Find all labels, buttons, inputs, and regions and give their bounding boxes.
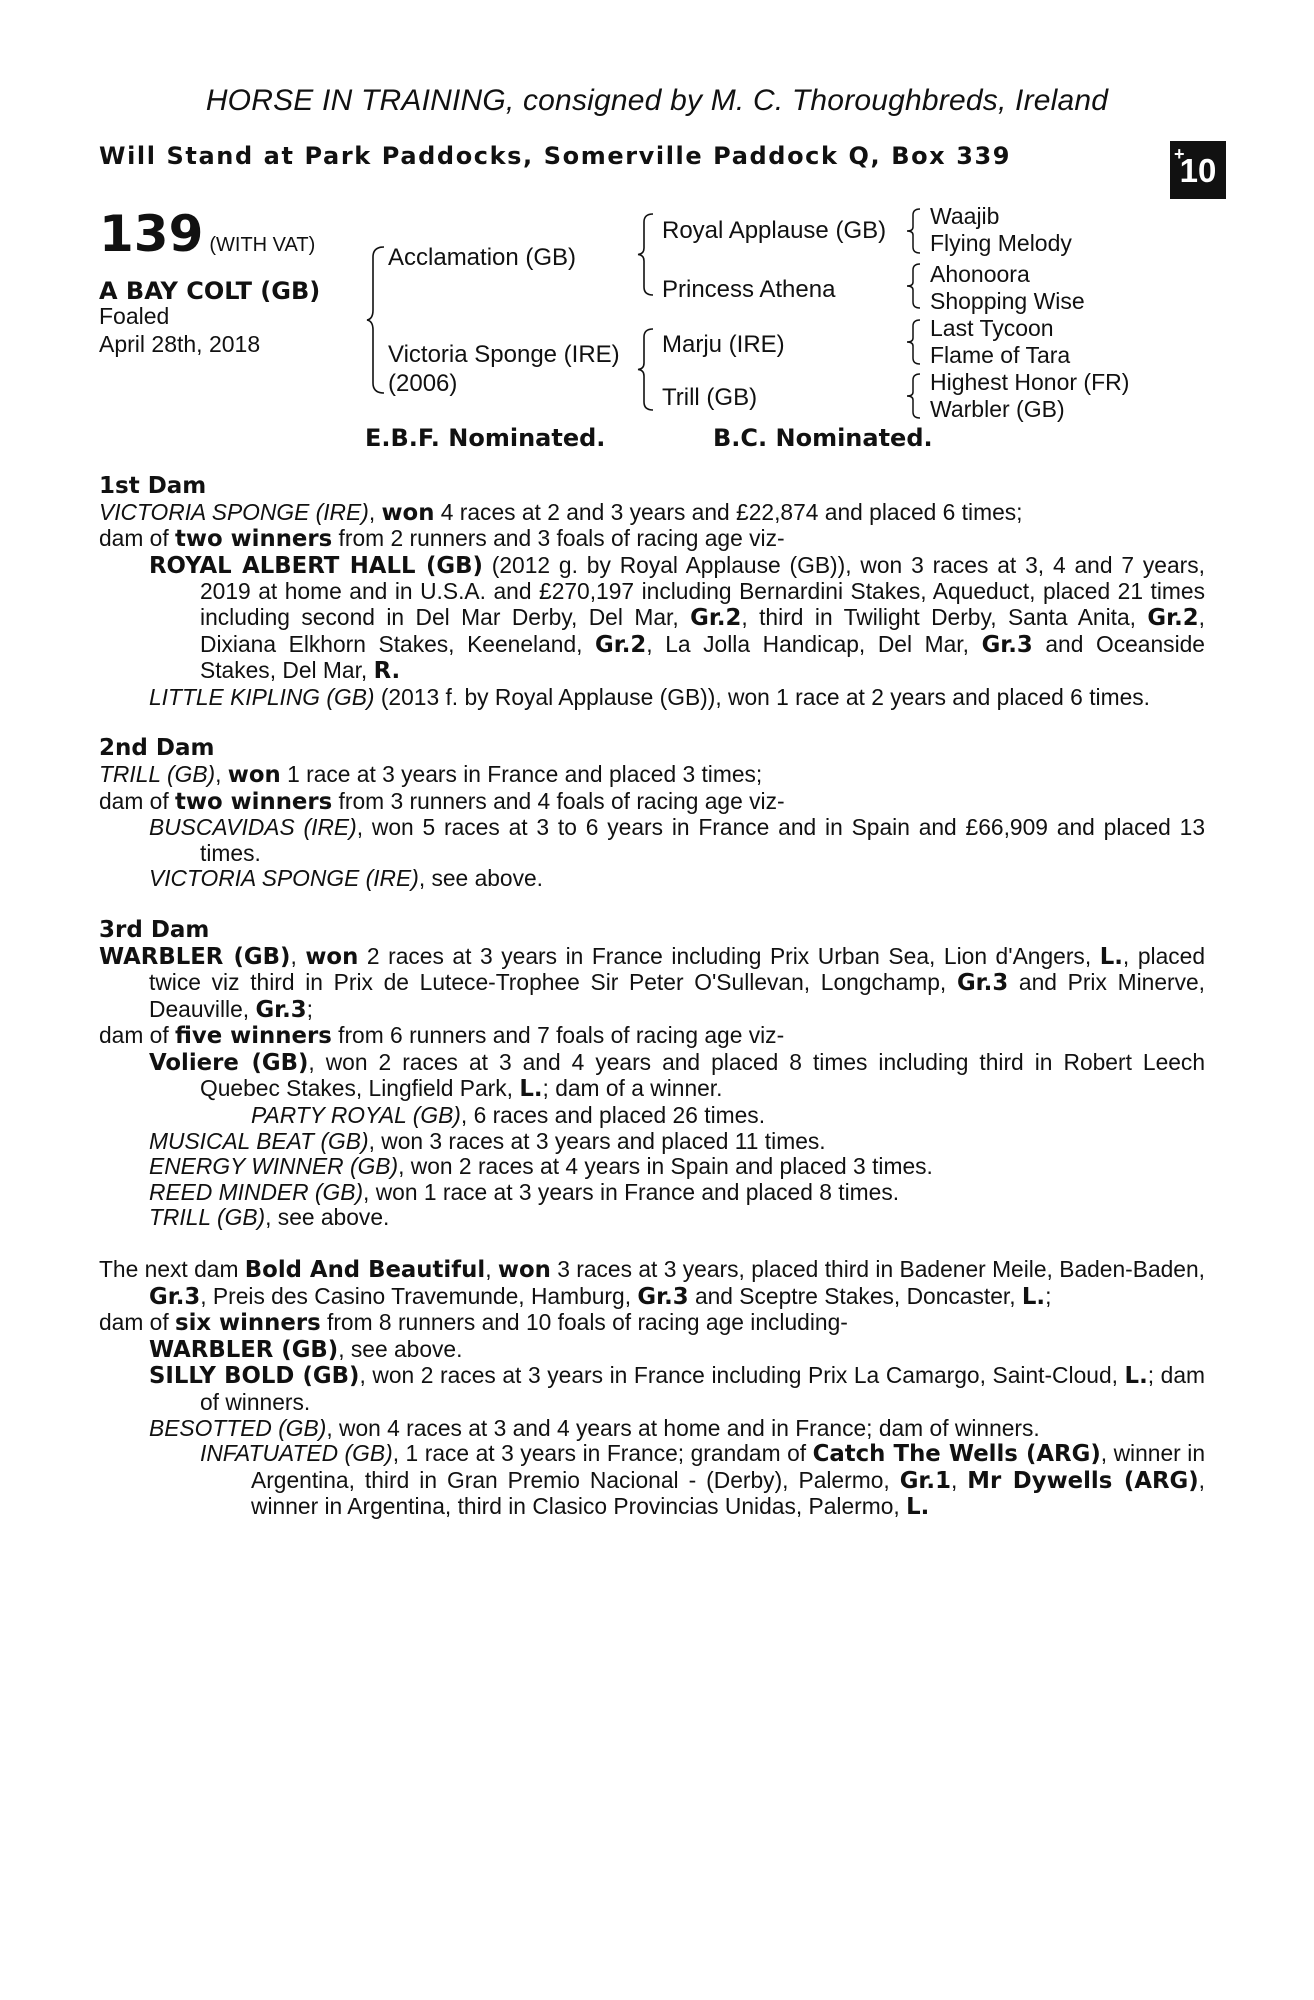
text-run: L. [519, 1076, 543, 1103]
pedigree-ggp-5: Last Tycoon [930, 315, 1054, 341]
horse-name: INFATUATED (GB) [200, 1440, 393, 1467]
ebf-nominated: E.B.F. Nominated. [365, 424, 606, 452]
text-run: and Oceanside Stakes, Del Mar, [200, 630, 1205, 684]
pedigree-ggp-1: Waajib [930, 203, 1000, 229]
first-dam-name: VICTORIA SPONGE (IRE) [99, 498, 369, 525]
text-run: 3 races at 3 years, placed third in Badener Meile, Baden-Baden, [550, 1256, 1205, 1283]
horse-name: WARBLER (GB) [149, 1336, 339, 1363]
text-run: Gr.1 [899, 1467, 951, 1494]
second-dam-title: 2nd Dam [99, 735, 215, 762]
pedigree-ggp-7: Highest Honor (FR) [930, 369, 1130, 395]
text-run: dam of [99, 787, 176, 814]
foaled-label: Foaled [99, 303, 170, 329]
second-dam-entry-1 [99, 815, 1205, 866]
bc-nominated: B.C. Nominated. [713, 424, 933, 452]
text-run: 2 races at 3 years in France including Prix Urban Sea, Lion d'Angers, [358, 942, 1100, 969]
text-run: 1 race at 3 years in France and placed 3 times; [280, 760, 763, 787]
text-run: , third in Twilight Derby, Santa Anita, [741, 603, 1148, 630]
text-run: ; dam of a winner. [542, 1075, 723, 1102]
pedigree-dam-dam: Trill (GB) [662, 384, 758, 411]
text-run: , won 1 race at 3 years in France and placed 8 times. [363, 1178, 900, 1205]
horse-name: LITTLE KIPLING (GB) [149, 683, 375, 710]
text-run: two winners [175, 788, 333, 815]
horse-name: ROYAL ALBERT HALL (GB) [149, 552, 483, 579]
pedigree-dam: Victoria Sponge (IRE) [388, 341, 620, 368]
text-run: Gr.3 [637, 1283, 689, 1310]
text-run: Gr.2 [690, 604, 742, 631]
text-run: 4 races at 2 and 3 years and £22,874 and placed 6 times; [434, 498, 1023, 525]
pedigree-dam-sire: Marju (IRE) [662, 331, 785, 358]
badge-plus: + [1174, 144, 1185, 164]
text-run: , see above. [418, 865, 544, 892]
pedigree-brace-dam [637, 327, 655, 412]
pedigree-ggp-4: Shopping Wise [930, 288, 1085, 314]
text-run: ; [1045, 1282, 1052, 1309]
badge-number: 10 [1179, 152, 1217, 189]
spacer [99, 1231, 1205, 1257]
text-run: , placed twice viz third in Prix de Lutece-Trophee Sir Peter O'Sullevan, Longchamp, [149, 942, 1205, 996]
third-dam-title: 3rd Dam [99, 916, 210, 943]
lot-badge [1170, 141, 1226, 199]
second-dam-name: TRILL (GB) [99, 760, 216, 787]
text-run: , [368, 498, 382, 525]
text-run: from 6 runners and 7 foals of racing age viz- [331, 1022, 785, 1049]
spacer [99, 892, 1205, 918]
next-dam-produce [99, 1310, 1205, 1337]
text-run: two winners [175, 526, 333, 553]
horse-name: TRILL (GB) [149, 1204, 266, 1231]
text-run: R. [373, 658, 401, 685]
next-dam-entry-2 [99, 1363, 1205, 1415]
third-dam-entry-1-produce [99, 1103, 1205, 1129]
lot-number: 139 [99, 205, 204, 263]
lot-heading [99, 205, 315, 263]
spacer [99, 710, 1205, 736]
text-run: , see above. [265, 1204, 390, 1231]
first-dam-record [99, 500, 1205, 527]
third-dam-entry-2 [99, 1129, 1205, 1155]
text-run: L. [906, 1494, 930, 1521]
text-run: from 8 runners and 10 foals of racing age including- [320, 1309, 848, 1336]
text-run: (2012 g. by Royal Applause (GB)), won 3 races at 3, 4 and 7 years, 2019 at home and in U.S.A. and £270,197 including Bernardini Stakes, Aqueduct, placed 21 times including second in Del Mar Derby, Del Mar, [200, 551, 1205, 630]
pedigree-dam-year: (2006) [388, 370, 458, 397]
third-dam-record [99, 944, 1205, 1024]
pedigree-brace-g4 [906, 372, 922, 420]
text-run: , [290, 942, 306, 969]
third-dam-produce [99, 1023, 1205, 1050]
text-run: , won 2 races at 3 years in France including Prix La Camargo, Saint-Cloud, [359, 1362, 1125, 1389]
pedigree-brace-g1 [906, 207, 922, 255]
pedigree-ggp-3: Ahonoora [930, 261, 1030, 287]
first-dam-entry-1 [99, 553, 1205, 685]
lot-description: A BAY COLT (GB) [99, 277, 321, 305]
catalogue-body [99, 474, 1205, 1521]
pedigree-ggp-6: Flame of Tara [930, 342, 1071, 368]
third-dam-name: WARBLER (GB) [99, 943, 291, 970]
text-run: Gr.2 [1147, 604, 1199, 631]
first-dam-entry-2 [99, 685, 1205, 711]
text-run: from 2 runners and 3 foals of racing age viz- [332, 525, 785, 552]
text-run: dam of [99, 525, 176, 552]
pedigree-sire-sire: Royal Applause (GB) [662, 217, 887, 244]
text-run: , Dixiana Elkhorn Stakes, Keeneland, [200, 603, 1205, 657]
next-dam-name: Bold And Beautiful [244, 1257, 486, 1284]
horse-name: MUSICAL BEAT (GB) [149, 1127, 369, 1154]
second-dam-record [99, 762, 1205, 789]
text-run: , [950, 1466, 968, 1493]
text-run: Gr.3 [981, 631, 1033, 658]
text-run: The next dam [99, 1256, 245, 1283]
text-run: Gr.3 [255, 996, 307, 1023]
text-run: , 1 race at 3 years in France; grandam of [392, 1440, 813, 1467]
text-run: L. [1099, 943, 1123, 970]
text-run: , Preis des Casino Travemunde, Hamburg, [200, 1282, 638, 1309]
foaled-date: April 28th, 2018 [99, 331, 261, 357]
horse-name: SILLY BOLD (GB) [149, 1363, 360, 1390]
pedigree-ggp-8: Warbler (GB) [930, 396, 1065, 422]
text-run: L. [1021, 1283, 1046, 1310]
text-run: , La Jolla Handicap, Del Mar, [646, 630, 982, 657]
horse-name: Mr Dywells (ARG) [967, 1467, 1199, 1494]
pedigree-brace-main [366, 245, 386, 395]
text-run: won [305, 943, 359, 970]
text-run: , winner in Argentina, third in Gran Premio Nacional - (Derby), Palermo, [251, 1440, 1206, 1493]
third-dam-entry-5 [99, 1205, 1205, 1231]
text-run: dam of [99, 1309, 176, 1336]
text-run: won [381, 499, 435, 526]
pedigree-brace-g3 [906, 318, 922, 366]
horse-name: BESOTTED (GB) [149, 1414, 327, 1441]
text-run: (2013 f. by Royal Applause (GB)), won 1 race at 2 years and placed 6 times. [374, 683, 1150, 710]
next-dam-entry-3 [99, 1416, 1205, 1442]
horse-name: PARTY ROYAL (GB) [251, 1102, 461, 1129]
text-run: , won 2 races at 3 and 4 years and placed 8 times including third in Robert Leech Quebec Stakes, Lingfield Park, [200, 1048, 1206, 1102]
horse-name: BUSCAVIDAS (IRE) [149, 814, 357, 841]
next-dam-record [99, 1257, 1205, 1310]
second-dam-entry-2 [99, 866, 1205, 892]
pedigree-ggp-2: Flying Melody [930, 230, 1072, 256]
horse-name: VICTORIA SPONGE (IRE) [149, 865, 419, 892]
third-dam-entry-3 [99, 1154, 1205, 1180]
text-run: won [497, 1257, 551, 1284]
text-run: from 3 runners and 4 foals of racing age viz- [332, 787, 785, 814]
second-dam-produce [99, 789, 1205, 816]
next-dam-entry-4 [99, 1441, 1205, 1521]
text-run: Gr.3 [956, 970, 1009, 997]
first-dam-produce [99, 526, 1205, 553]
horse-name: REED MINDER (GB) [149, 1178, 364, 1205]
text-run: , [485, 1256, 498, 1283]
stand-location: Will Stand at Park Paddocks, Somerville Paddock Q, Box 339 [99, 142, 1012, 170]
pedigree-brace-sire [637, 212, 655, 297]
lot-vat: (WITH VAT) [209, 234, 316, 256]
text-run: , won 5 races at 3 to 6 years in France and in Spain and £66,909 and placed 13 times. [200, 814, 1205, 866]
text-run: , won 3 races at 3 years and placed 11 times. [368, 1127, 826, 1154]
third-dam-entry-4 [99, 1180, 1205, 1206]
text-run: ; dam of winners. [200, 1362, 1206, 1415]
text-run: and Prix Minerve, Deauville, [149, 969, 1206, 1022]
text-run: ; [306, 995, 314, 1022]
pedigree-sire-dam: Princess Athena [662, 276, 836, 303]
text-run: Gr.3 [149, 1283, 201, 1310]
next-dam-entry-1 [99, 1337, 1205, 1364]
text-run: Gr.2 [595, 631, 647, 658]
text-run: dam of [99, 1022, 176, 1049]
text-run: five winners [175, 1023, 332, 1050]
first-dam-title: 1st Dam [99, 473, 207, 499]
horse-name: ENERGY WINNER (GB) [149, 1153, 399, 1180]
text-run: , won 4 races at 3 and 4 years at home and in France; dam of winners. [326, 1414, 1040, 1441]
text-run: six winners [175, 1310, 321, 1337]
text-run: , winner in Argentina, third in Clasico Provincias Unidas, Palermo, [251, 1466, 1205, 1520]
text-run: and Sceptre Stakes, Doncaster, [688, 1282, 1022, 1309]
horse-name: Voliere (GB) [149, 1049, 309, 1076]
text-run: won [227, 761, 281, 788]
text-run: , 6 races and placed 26 times. [460, 1102, 766, 1129]
text-run: L. [1124, 1363, 1148, 1390]
third-dam-entry-1 [99, 1050, 1205, 1103]
pedigree-brace-g2 [906, 262, 922, 310]
horse-name: Catch The Wells (ARG) [812, 1441, 1101, 1468]
page-title: HORSE IN TRAINING, consigned by M. C. Thoroughbreds, Ireland [205, 84, 1109, 117]
text-run: , [215, 760, 228, 787]
text-run: , won 2 races at 4 years in Spain and placed 3 times. [398, 1153, 933, 1180]
text-run: , see above. [338, 1335, 463, 1362]
pedigree-sire: Acclamation (GB) [388, 244, 577, 271]
